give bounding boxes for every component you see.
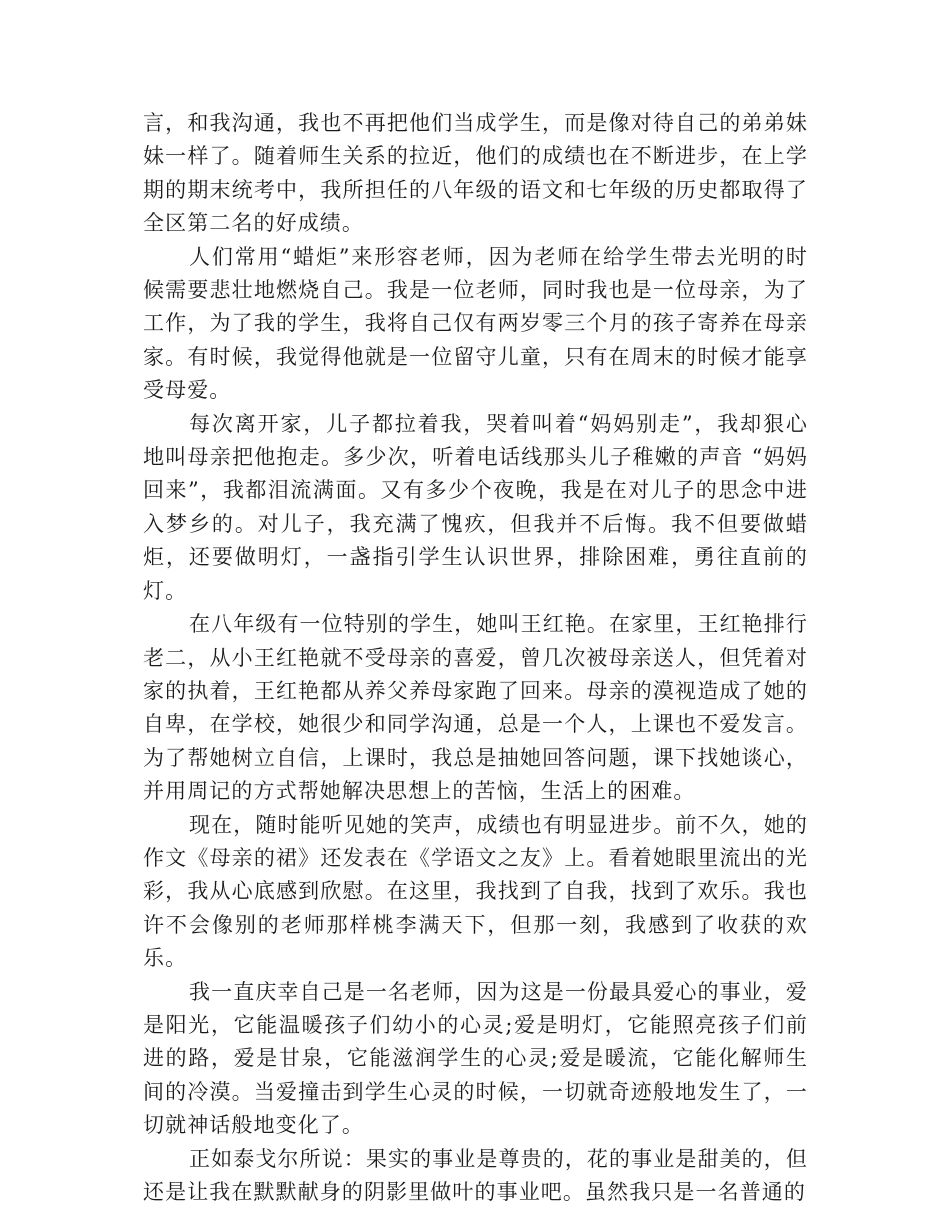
paragraph-1: 言，和我沟通，我也不再把他们当成学生，而是像对待自己的弟弟妹妹一样了。随着师生关系的拉近，他们的成绩也在不断进步，在上学期的期末统考中，我所担任的八年级的语文和七年级的历史都取得了全区第二名的好成绩。 [143, 111, 808, 236]
paragraph-2: 人们常用“蜡炬”来形容老师，因为老师在给学生带去光明的时候需要悲壮地燃烧自己。我是一位老师，同时我也是一位母亲，为了工作，为了我的学生，我将自己仅有两岁零三个月的孩子寄养在母亲家。有时候，我觉得他就是一位留守儿童，只有在周末的时候才能享受母爱。 [143, 244, 808, 403]
paragraph-7: 正如泰戈尔所说：果实的事业是尊贵的，花的事业是甜美的，但还是让我在默默献身的阴影里做叶的事业吧。虽然我只是一名普通的 [143, 1146, 808, 1204]
document-body [143, 107, 808, 1209]
paragraph-4: 在八年级有一位特别的学生，她叫王红艳。在家里，王红艳排行老二，从小王红艳就不受母亲的喜爱，曾几次被母亲送人，但凭着对家的执着，王红艳都从养父养母家跑了回来。母亲的漠视造成了她的自卑，在学校，她很少和同学沟通，总是一个人，上课也不爱发言。为了帮她树立自信，上课时，我总是抽她回答问题，课下找她谈心，并用周记的方式帮她解决思想上的苦恼，生活上的困难。 [143, 612, 808, 804]
paragraph-3: 每次离开家，儿子都拉着我，哭着叫着“妈妈别走”，我却狠心地叫母亲把他抱走。多少次，听着电话线那头儿子稚嫩的声音 “妈妈回来”，我都泪流满面。又有多少个夜晚，我是在对儿子的思念中进入梦乡的。对儿子，我充满了愧疚，但我并不后悔。我不但要做蜡炬，还要做明灯，一盏指引学生认识世界，排除困难，勇往直前的灯。 [143, 411, 808, 603]
paragraph-5: 现在，随时能听见她的笑声，成绩也有明显进步。前不久，她的作文《母亲的裙》还发表在《学语文之友》上。看着她眼里流出的光彩，我从心底感到欣慰。在这里，我找到了自我，找到了欢乐。我也许不会像别的老师那样桃李满天下，但那一刻，我感到了收获的欢乐。 [143, 812, 808, 971]
paragraph-6: 我一直庆幸自己是一名老师，因为这是一份最具爱心的事业，爱是阳光，它能温暖孩子们幼小的心灵;爱是明灯，它能照亮孩子们前进的路，爱是甘泉，它能滋润学生的心灵;爱是暖流，它能化解师生间的冷漠。当爱撞击到学生心灵的时候，一切就奇迹般地发生了，一切就神话般地变化了。 [143, 979, 808, 1138]
